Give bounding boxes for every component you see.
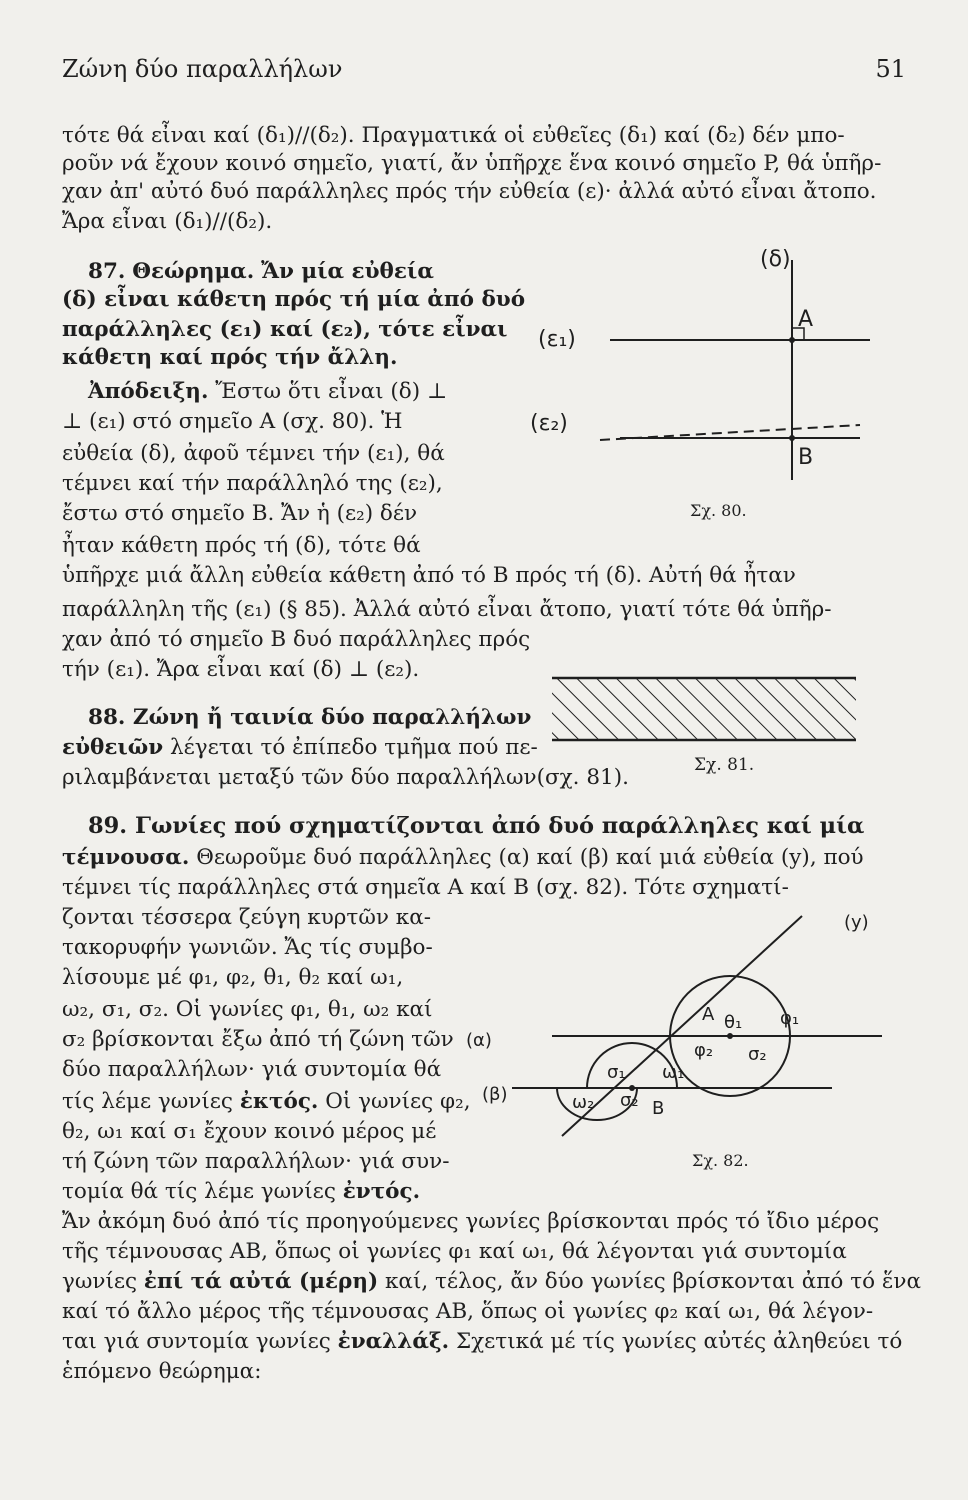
- label-A: A: [702, 1004, 715, 1025]
- angle-theta2: σ₂: [620, 1090, 639, 1111]
- proof-line: τέμνει καί τήν παράλληλό της (ε₂),: [62, 471, 443, 496]
- caption-fig82: Σχ. 82.: [692, 1151, 749, 1170]
- section-89-line: τέμνει τίς παράλληλες στά σημεῖα Α καί Β (σχ. 82). Τότε σχηματί-: [62, 875, 789, 900]
- closing-line: γωνίες ἐπί τά αὐτά (μέρη) καί, τέλος, ἄν δύο γωνίες βρίσκονται ἀπό τό ἕνα: [62, 1269, 921, 1294]
- text-line: Ἄρα εἶναι (δ₁)//(δ₂).: [62, 209, 273, 234]
- hatched-strip: [552, 678, 856, 740]
- section-89-line: σ₂ βρίσκονται ἔξω ἀπό τή ζώνη τῶν: [62, 1027, 454, 1052]
- definition-line: ριλαμβάνεται μεταξύ τῶν δύο παραλλήλων(σχ. 81).: [62, 765, 629, 790]
- section-89-line: τίς λέμε γωνίες ἐκτός. Οἱ γωνίες φ₂,: [62, 1089, 471, 1114]
- closing-line: Ἄν ἀκόμη δυό ἀπό τίς προηγούμενες γωνίες βρίσκονται πρός τό ἴδιο μέρος: [62, 1209, 880, 1234]
- label-d: (δ): [760, 247, 791, 272]
- point-B: [789, 435, 795, 441]
- section-89-line: τή ζώνη τῶν παραλλήλων· γιά συν-: [62, 1149, 450, 1174]
- point-A: [789, 337, 795, 343]
- section-89-line: τέμνουσα. Θεωροῦμε δυό παράλληλες (α) καί (β) καί μιά εὐθεία (y), πού: [62, 845, 864, 870]
- figure-81: [548, 670, 860, 780]
- figure-80: [530, 240, 870, 530]
- label-e1: (ε₁): [538, 327, 576, 352]
- proof-line: τήν (ε₁). Ἄρα εἶναι καί (δ) ⊥ (ε₂).: [62, 657, 420, 682]
- page-header: [62, 55, 906, 95]
- section-88-heading: 88. Ζώνη ἤ ταινία δύο παραλλήλων: [88, 705, 532, 730]
- angle-sigma1: σ₁: [607, 1062, 626, 1083]
- section-89-line: τομία θά τίς λέμε γωνίες ἐντός.: [62, 1179, 421, 1204]
- angle-sigma2-top: σ₂: [748, 1044, 767, 1065]
- running-title: Ζώνη δύο παραλλήλων: [62, 55, 343, 83]
- section-89-line: τακορυφήν γωνιῶν. Ἄς τίς συμβο-: [62, 935, 433, 960]
- point-A: [727, 1033, 733, 1039]
- theorem-statement-line: κάθετη καί πρός τήν ἄλλη.: [62, 345, 398, 370]
- section-89-line: ω₂, σ₁, σ₂. Οἱ γωνίες φ₁, θ₁, ω₂ καί: [62, 997, 433, 1022]
- closing-line: τῆς τέμνουσας ΑΒ, ὅπως οἱ γωνίες φ₁ καί ω₁, θά λέγονται γιά συντομία: [62, 1239, 847, 1264]
- proof-first-line: Ἀπόδειξη. Ἔστω ὅτι εἶναι (δ) ⊥: [88, 379, 448, 404]
- proof-line: ἔστω στό σημεῖο Β. Ἄν ἡ (ε₂) δέν: [62, 501, 418, 526]
- text-line: τότε θά εἶναι καί (δ₁)//(δ₂). Πραγματικά οἱ εὐθεῖες (δ₁) καί (δ₂) δέν μπο-: [62, 123, 845, 148]
- label-y: (y): [844, 912, 869, 933]
- proof-line: ⊥ (ε₁) στό σημεῖο Α (σχ. 80). Ἡ: [62, 409, 403, 434]
- transversal-y: [562, 916, 802, 1136]
- label-e2: (ε₂): [530, 411, 568, 436]
- page-number: 51: [875, 55, 906, 83]
- label-A: A: [798, 307, 814, 332]
- section-87-heading: 87. Θεώρημα. Ἄν μία εὐθεία: [88, 259, 434, 284]
- section-89-line: λίσουμε μέ φ₁, φ₂, θ₁, θ₂ καί ω₁,: [62, 965, 404, 990]
- theorem-statement-line: παράλληλες (ε₁) καί (ε₂), τότε εἶναι: [62, 317, 508, 342]
- proof-line: ὑπῆρχε μιά ἄλλη εὐθεία κάθετη ἀπό τό Β πρός τή (δ). Αὐτή θά ἦταν: [62, 563, 796, 588]
- text-line: ροῦν νά ἔχουν κοινό σημεῖο, γιατί, ἄν ὑπῆρχε ἕνα κοινό σημεῖο P, θά ὑπῆρ-: [62, 151, 882, 176]
- closing-line: ἑπόμενο θεώρημα:: [62, 1359, 262, 1384]
- angle-theta1: θ₁: [724, 1012, 743, 1033]
- label-B: B: [652, 1098, 665, 1119]
- angle-omega2: ω₂: [572, 1092, 595, 1113]
- section-89-line: δύο παραλλήλων· γιά συντομία θά: [62, 1057, 442, 1082]
- angle-omega1: ω₁: [662, 1062, 685, 1083]
- label-B: B: [798, 445, 814, 470]
- figure-82: [462, 908, 882, 1178]
- caption-fig81: Σχ. 81.: [694, 755, 755, 775]
- proof-line: ἦταν κάθετη πρός τή (δ), τότε θά: [62, 533, 421, 558]
- section-89-heading: 89. Γωνίες πού σχηματίζονται ἀπό δυό παράλληλες καί μία: [88, 813, 865, 839]
- caption-fig80: Σχ. 80.: [690, 501, 747, 520]
- angle-phi2: φ₂: [694, 1040, 714, 1061]
- text-line: χαν ἀπ' αὐτό δυό παράλληλες πρός τήν εὐθεία (ε)· ἀλλά αὐτό εἶναι ἄτοπο.: [62, 179, 877, 204]
- label-b: (β): [482, 1084, 508, 1105]
- proof-line: παράλληλη τῆς (ε₁) (§ 85). Ἀλλά αὐτό εἶναι ἄτοπο, γιατί τότε θά ὑπῆρ-: [62, 597, 832, 622]
- label-a: (α): [466, 1030, 492, 1051]
- section-89-line: ζονται τέσσερα ζεύγη κυρτῶν κα-: [62, 905, 431, 930]
- section-89-line: θ₂, ω₁ καί σ₁ ἔχουν κοινό μέρος μέ: [62, 1119, 437, 1144]
- proof-line: εὐθεία (δ), ἀφοῦ τέμνει τήν (ε₁), θά: [62, 441, 445, 466]
- definition-line: εὐθειῶν λέγεται τό ἐπίπεδο τμῆμα πού πε-: [62, 735, 538, 760]
- angle-phi1: φ₁: [780, 1008, 800, 1029]
- closing-line: ται γιά συντομία γωνίες ἐναλλάξ. Σχετικά μέ τίς γωνίες αὐτές ἀληθεύει τό: [62, 1329, 903, 1354]
- proof-line: χαν ἀπό τό σημεῖο Β δυό παράλληλες πρός: [62, 627, 531, 652]
- theorem-statement-line: (δ) εἶναι κάθετη πρός τή μία ἀπό δυό: [62, 287, 526, 312]
- closing-line: καί τό ἄλλο μέρος τῆς τέμνουσας ΑΒ, ὅπως οἱ γωνίες φ₂ καί ω₁, θά λέγον-: [62, 1299, 874, 1324]
